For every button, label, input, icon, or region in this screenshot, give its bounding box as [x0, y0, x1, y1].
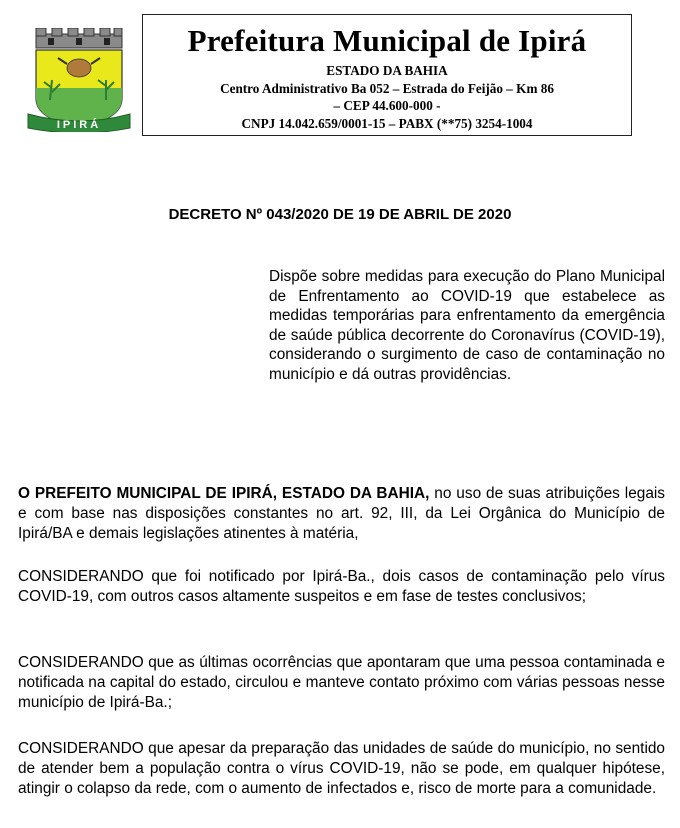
crest-motto: IPIRÁ	[56, 119, 102, 131]
letterhead-address: Centro Administrativo Ba 052 – Estrada do Feijão – Km 86	[220, 81, 554, 96]
municipal-crest-logo	[26, 28, 132, 132]
preamble-rest: no uso de suas atribuições legais e com base nas disposições constantes no art. 92, III, da Lei Orgânica do Município de Ipirá/BA e demais legislações atinentes à matéria,	[18, 485, 665, 542]
letterhead-title: Prefeitura Municipal de Ipirá	[187, 23, 587, 58]
decree-summary: Dispõe sobre medidas para execução do Plano Municipal de Enfrentamento ao COVID-19 que estabelece as medidas temporárias para enfrentamento da emergência de saúde pública decorrente do Coronavírus (COVID-19), considerando o surgimento de caso de contaminação no município e dá outras providências.	[269, 268, 665, 383]
preamble-lead: O PREFEITO MUNICIPAL DE IPIRÁ, ESTADO DA BAHIA,	[18, 485, 430, 502]
letterhead-state: ESTADO DA BAHIA	[326, 63, 448, 78]
decree-title: DECRETO Nº 043/2020 DE 19 DE ABRIL DE 2020	[168, 206, 512, 223]
considerando-paragraph-1: CONSIDERANDO que foi notificado por Ipirá-Ba., dois casos de contaminação pelo vírus COVID-19, com outros casos altamente suspeitos e em fase de testes conclusivos;	[18, 568, 665, 605]
letterhead-cep: – CEP 44.600-000 -	[333, 98, 441, 113]
considerando-paragraph-3: CONSIDERANDO que apesar da preparação das unidades de saúde do município, no sentido de atender bem a população contra o vírus COVID-19, não se pode, em qualquer hipótese, atingir o colapso da rede, com o aumento de infectados e, risco de morte para a comunidade.	[18, 740, 665, 797]
letterhead-box	[142, 14, 632, 136]
letterhead-cnpj: CNPJ 14.042.659/0001-15 – PABX (**75) 3254-1004	[241, 116, 533, 131]
crown-icon	[36, 28, 122, 48]
considerando-paragraph-2: CONSIDERANDO que as últimas ocorrências que apontaram que uma pessoa contaminada e notificada na capital do estado, circulou e manteve contato próximo com várias pessoas nesse município de Ipirá-Ba.;	[18, 654, 665, 711]
preamble-paragraph	[18, 484, 665, 543]
